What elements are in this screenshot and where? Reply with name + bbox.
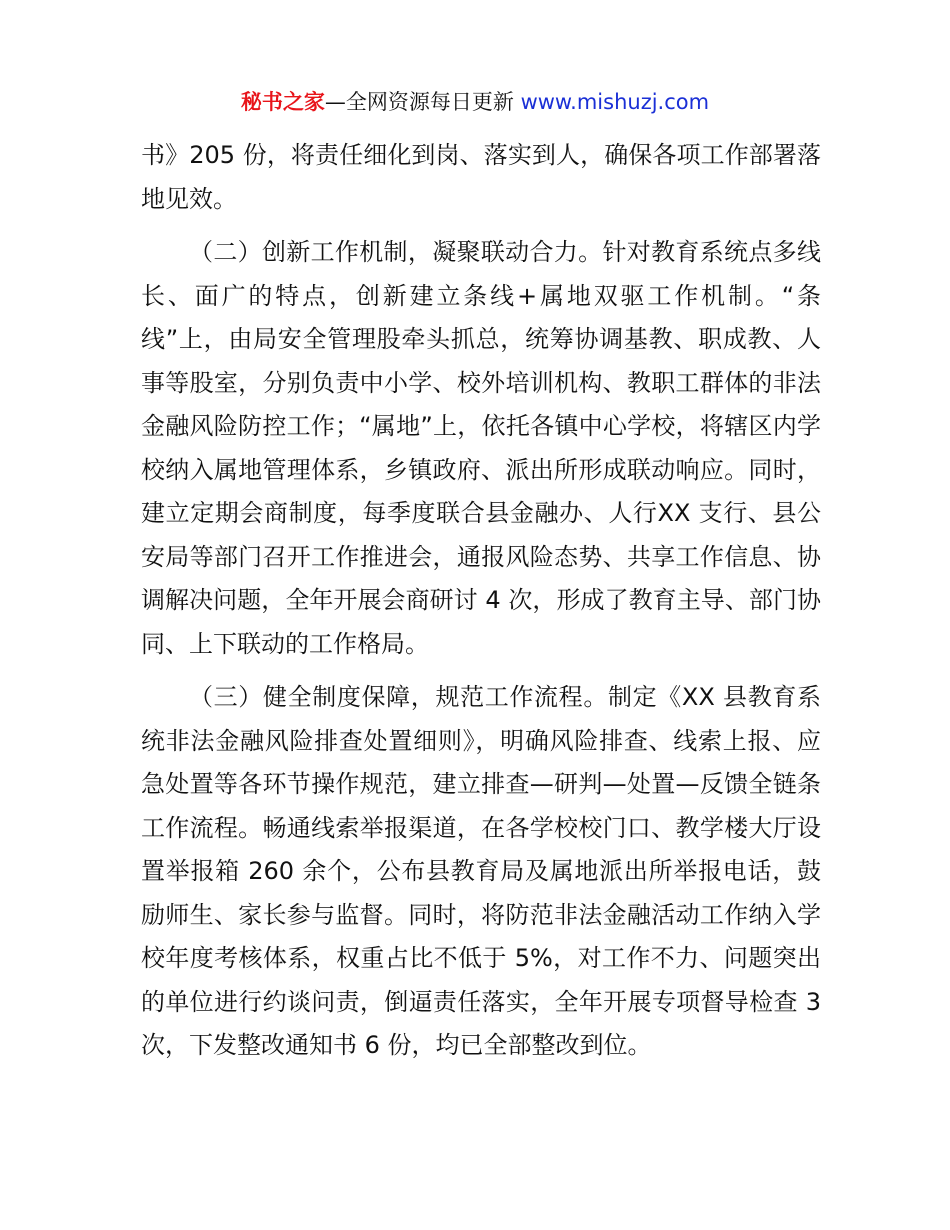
brand-name: 秘书之家 — [240, 90, 325, 114]
paragraph-work-mechanism: （二）创新工作机制，凝聚联动合力。针对教育系统点多线长、面广的特点，创新建立条线+属地双驱工作机制。“条线”上，由局安全管理股牵头抓总，统筹协调基教、职成教、人事等股室，分别负责中小学、校外培训机构、教职工群体的非法金融风险防控工作；“属地”上，依托各镇中心学校，将辖区内学校纳入属地管理体系，乡镇政府、派出所形成联动响应。同时，建立定期会商制度，每季度联合县金融办、人行XX 支行、县公安局等部门召开工作推进会，通报风险态势、共享工作信息、协调解决问题，全年开展会商研讨 4 次，形成了教育主导、部门协同、上下联动的工作格局。 — [141, 238, 821, 658]
site-header — [0, 86, 950, 118]
document-body — [141, 134, 821, 1078]
paragraph-continuation: 书》205 份，将责任细化到岗、落实到人，确保各项工作部署落地见效。 — [141, 141, 821, 213]
site-url-link[interactable]: www.mishuzj.com — [520, 90, 710, 114]
paragraph-system-guarantee: （三）健全制度保障，规范工作流程。制定《XX 县教育系统非法金融风险排查处置细则》，明确风险排查、线索上报、应急处置等各环节操作规范，建立排查—研判—处置—反馈全链条工作流程。畅通线索举报渠道，在各学校校门口、教学楼大厅设置举报箱 260 余个，公布县教育局及属地派出所举报电话，鼓励师生、家长参与监督。同时，将防范非法金融活动工作纳入学校年度考核体系，权重占比不低于 5%，对工作不力、问题突出的单位进行约谈问责，倒逼责任落实，全年开展专项督导检查 3 次，下发整改通知书 6 份，均已全部整改到位。 — [141, 683, 821, 1059]
header-tagline: —全网资源每日更新 — [324, 90, 521, 114]
